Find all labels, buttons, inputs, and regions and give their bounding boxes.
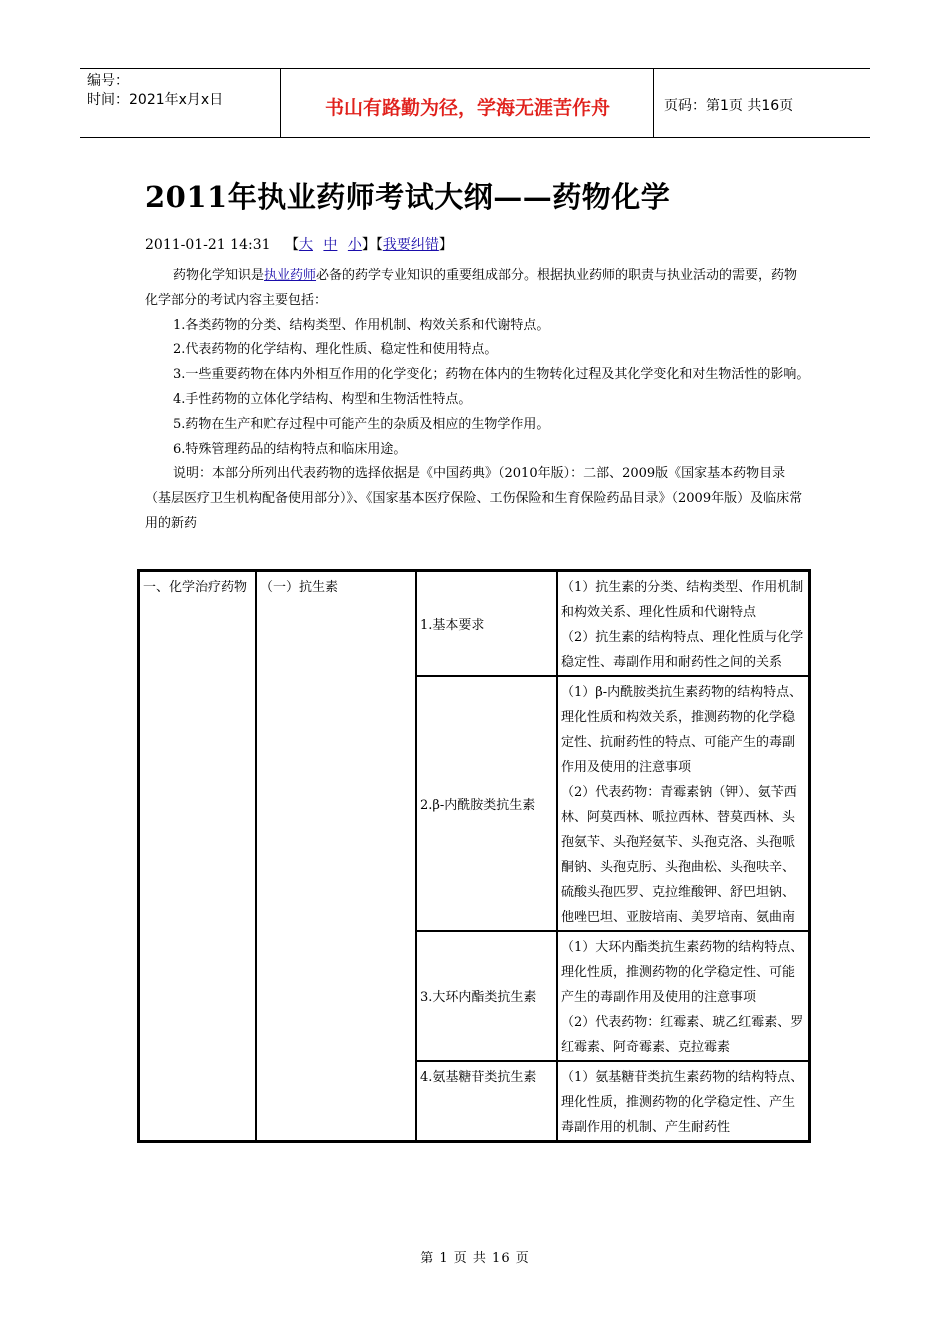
topic-cell: 4.氨基糖苷类抗生素 — [416, 1061, 557, 1141]
syllabus-table — [137, 569, 811, 1143]
requirements-cell — [557, 931, 809, 1061]
article-title: 2011年执业药师考试大纲——药物化学 — [145, 180, 671, 214]
topic-cell: 1.基本要求 — [416, 571, 557, 676]
header-page-info: 页码：第1页 共16页 — [664, 98, 794, 114]
point-5: 5.药物在生产和贮存过程中可能产生的杂质及相应的生物学作用。 — [173, 416, 550, 432]
requirement-item: （1）氨基糖苷类抗生素药物的结构特点、理化性质，推测药物的化学稳定性、产生毒副作用的机制、产生耐药性 — [561, 1070, 804, 1135]
font-size-bracket-close: 】 — [361, 237, 376, 253]
requirements-cell — [557, 1061, 809, 1141]
requirements-cell — [557, 676, 809, 931]
correction-bracket-open: 【 — [375, 237, 383, 253]
article-intro — [145, 264, 810, 537]
point-3: 3.一些重要药物在体内外相互作用的化学变化；药物在体内的生物转化过程及其化学变化和对生物活性的影响。 — [173, 367, 810, 383]
point-6: 6.特殊管理药品的结构特点和临床用途。 — [173, 441, 407, 457]
article-meta — [145, 234, 453, 254]
point-2: 2.代表药物的化学结构、理化性质、稳定性和使用特点。 — [173, 342, 498, 358]
document-number-label: 编号： — [87, 73, 129, 89]
requirement-item: （2）代表药物：红霉素、琥乙红霉素、罗红霉素、阿奇霉素、克拉霉素 — [561, 1015, 804, 1055]
requirement-item: （1）大环内酯类抗生素药物的结构特点、理化性质，推测药物的化学稳定性、可能产生的毒副作用及使用的注意事项 — [561, 940, 804, 1005]
topic-cell: 3.大环内酯类抗生素 — [416, 931, 557, 1061]
correction-bracket-close: 】 — [438, 237, 453, 253]
point-1: 1.各类药物的分类、结构类型、作用机制、构效关系和代谢特点。 — [173, 317, 550, 333]
point-4: 4.手性药物的立体化学结构、构型和生物活性特点。 — [173, 391, 472, 407]
report-error-link[interactable]: 我要纠错 — [382, 237, 439, 253]
intro-text-before: 药物化学知识是 — [173, 268, 265, 283]
font-size-medium-link[interactable]: 中 — [323, 237, 338, 253]
topic-cell: 2.β-内酰胺类抗生素 — [416, 676, 557, 931]
selection-note: 说明：本部分所列出代表药物的选择依据是《中国药典》（2010年版）：二部、2009版《国家基本药物目录（基层医疗卫生机构配备使用部分）》、《国家基本医疗保险、工伤保险和生育保险药品目录》（2009年版）及临床常用的新药 — [145, 466, 803, 531]
requirement-item: （1）β-内酰胺类抗生素药物的结构特点、理化性质和构效关系，推测药物的化学稳定性、抗耐药性的特点、可能产生的毒副作用及使用的注意事项 — [561, 685, 803, 775]
font-size-small-link[interactable]: 小 — [347, 237, 362, 253]
requirement-item: （2）抗生素的结构特点、理化性质与化学稳定性、毒副作用和耐药性之间的关系 — [561, 630, 804, 670]
unit-cell: （一）抗生素 — [256, 571, 416, 1141]
page-footer: 第 1 页 共 16 页 — [420, 1251, 530, 1266]
document-time-label: 时间：2021年x月x日 — [87, 92, 224, 108]
table-row — [139, 571, 809, 676]
publish-datetime: 2011-01-21 14:31 — [145, 237, 271, 253]
intro-paragraph — [145, 264, 810, 314]
font-size-bracket-open: 【 — [284, 237, 299, 253]
page-header — [80, 68, 870, 138]
intro-text-after: 必备的药学专业知识的重要组成部分。根据执业药师的职责与执业活动的需要，药物化学部分的考试内容主要包括： — [145, 268, 798, 308]
header-info-cell — [80, 69, 281, 137]
category-cell: 一、化学治疗药物 — [139, 571, 256, 1141]
licensed-pharmacist-link[interactable]: 执业药师 — [264, 268, 317, 283]
requirements-cell — [557, 571, 809, 676]
header-motto: 书山有路勤为径，学海无涯苦作舟 — [282, 69, 654, 137]
requirement-item: （2）代表药物：青霉素钠（钾）、氨苄西林、阿莫西林、哌拉西林、替莫西林、头孢氨苄、头孢羟氨苄、头孢克洛、头孢哌酮钠、头孢克肟、头孢曲松、头孢呋辛、硫酸头孢匹罗、克拉维酸钾、舒巴坦钠、他唑巴坦、亚胺培南、美罗培南、氨曲南 — [561, 785, 797, 925]
requirement-item: （1）抗生素的分类、结构类型、作用机制和构效关系、理化性质和代谢特点 — [561, 580, 804, 620]
font-size-large-link[interactable]: 大 — [298, 237, 313, 253]
